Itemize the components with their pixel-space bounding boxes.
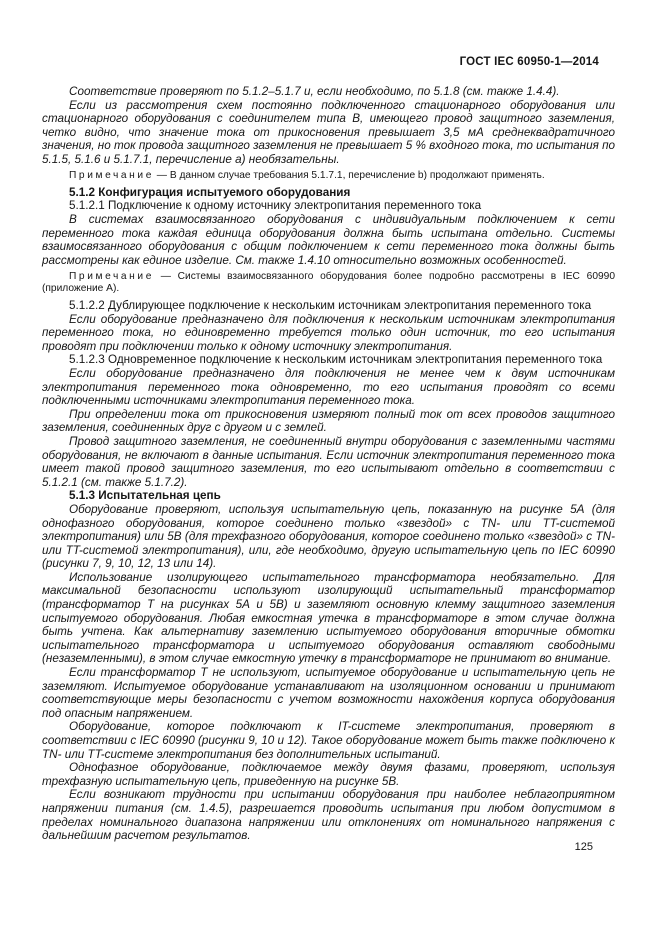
subsection-title: 5.1.2.3 Одновременное подключение к нескольким источникам электропитания переменного тока [69,353,603,367]
subsection-title: 5.1.2.2 Дублирующее подключение к нескольким источникам электропитания переменного тока [69,299,592,313]
note-label: Примечание [69,170,154,182]
paragraph: Если оборудование предназначено для подключения не менее чем к двум источникам электропитания переменного тока одновременно, то его испытания проводят со всеми подключенными источниками электропитания переменного тока. [42,366,615,408]
document-header: ГОСТ IEC 60950-1—2014 [459,56,599,68]
note-label: Примечание [69,270,154,282]
paragraph: Если оборудование предназначено для подключения к нескольким источникам электропитания переменного тока, но единовременно требуется только один источник, то его испытания проводят при подключении только к одному источнику электропитания. [42,312,615,353]
note [42,271,615,296]
note [42,170,615,182]
paragraph: Если трансформатор Т не используют, испытуемое оборудование и испытательную цепь не заземляют. Испытуемое оборудование устанавливают на изоляционном основании и принимают соответствующие меры безопасности с учетом возможности нахождения корпуса оборудования под опасным напряжением. [42,666,615,720]
paragraph: Использование изолирующего испытательного трансформатора необязательно. Для максимальной безопасности используют изолирующий испытательный трансформатор (трансформатор Т на рисунках 5А и 5В) и заземляют основную клемму защитного заземления испытуемого оборудования. Любая емкостная утечка в трансформаторе в этом случае должна быть учтена. Как альтернативу заземлению испытуемого оборудования вторичные обмотки испытательного трансформатора и испытуемого оборудования оставляют свободными (незаземленными), в этом случае емкостную утечку в трансформаторе не принимают во внимание. [42,570,615,666]
section-heading: 5.1.3 Испытательная цепь [69,489,221,503]
paragraph: Оборудование, которое подключают к IT-системе электропитания, проверяют в соответствии с IEC 60990 (рисунки 9, 10 и 12). Такое оборудование может быть также подключено к TN- или TT-системе электропитания без дополнительных испытаний. [42,720,615,761]
note-dash: — [153,170,170,182]
paragraph: Соответствие проверяют по 5.1.2–5.1.7 и, если необходимо, по 5.1.8 (см. также 1.4.4). [69,85,560,98]
paragraph: При определении тока от прикосновения измеряют полный ток от всех проводов защитного заземления, соединенных друг с другом и с землей. [42,407,615,435]
paragraph: Если возникают трудности при испытании оборудования при наиболее неблагоприятном напряжении питания (см. 1.4.5), разрешается проводить испытания при любом допустимом в пределах номинального диапазона напряжении или отклонениях от номинального напряжения с дальнейшим расчетом результатов. [42,788,615,843]
note-text: Системы взаимосвязанного оборудования более подробно рассмотрены в IEC 60990 (приложение А). [42,270,615,295]
paragraph: Оборудование проверяют, используя испытательную цепь, показанную на рисунке 5А (для однофазного оборудования, которое соединено только «звездой» с TN- или TT-системой электропитания) или 5В (для трехфазного оборудования, которое соединено только «звездой» с TN- или TT-системой электропитания), или, где необходимо, другую испытательную цепь по IEC 60990 (рисунки 7, 9, 10, 12, 13 или 14). [42,502,615,571]
paragraph: Однофазное оборудование, подключаемое между двумя фазами, проверяют, используя трехфазную испытательную цепь, приведенную на рисунке 5В. [42,761,615,788]
paragraph: Если из рассмотрения схем постоянно подключенного стационарного оборудования или стационарного оборудования с соединителем типа В, имеющего провод защитного заземления, четко видно, что значение тока от прикосновения превышает 3,5 мА среднеквадратичного значения, но ток провода защитного заземления не превышает 5 % входного тока, то испытания по 5.1.5, 5.1.6 и 5.1.7.1, перечисление а) необязательны. [42,98,616,166]
page-number: 125 [574,841,593,853]
note-text: В данном случае требования 5.1.7.1, перечисление b) продолжают применять. [169,170,545,182]
note-dash: — [153,270,178,282]
paragraph: Провод защитного заземления, не соединенный внутри оборудования с заземленными частями оборудования, не включают в данные испытания. Если источник электропитания переменного тока имеет такой провод защитного заземления, то его испытывают отдельно в соответствии с 5.1.2.1 (см. также 5.1.7.2). [42,434,615,489]
section-heading: 5.1.2 Конфигурация испытуемого оборудования [69,185,351,199]
document-body [42,85,615,843]
paragraph: В системах взаимосвязанного оборудования с индивидуальным подключением к сети переменного тока каждая единица оборудования должна быть испытана отдельно. Системы взаимосвязанного оборудования с общим подключением к сети переменного тока должны быть рассмотрены как единое изделие. См. также 1.4.10 относительно возможных особенностей. [42,213,615,267]
subsection-title: 5.1.2.1 Подключение к одному источнику электропитания переменного тока [69,199,482,213]
